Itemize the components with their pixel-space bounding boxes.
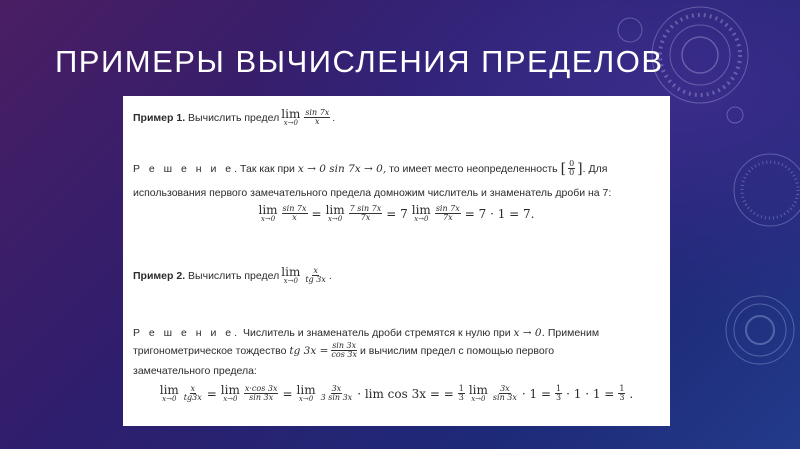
example2-solution-line1 <box>133 327 599 339</box>
eq-symbol: . <box>629 386 634 401</box>
solution-text: . Для <box>582 162 608 175</box>
solution-math: x → 0 sin 7x → 0, <box>297 162 387 175</box>
bracket-right: ] <box>577 160 583 177</box>
example1-solution-line2: использования первого замечательного предела домножим числитель и знаменатель дроби на 7: <box>133 187 612 199</box>
bracket-left: [ <box>560 160 567 177</box>
eq-fraction: $\frac{\sin 7x}{x}$ <box>282 203 307 222</box>
slide-title: ПРИМЕРЫ ВЫЧИСЛЕНИЯ ПРЕДЕЛОВ <box>55 44 664 79</box>
example1-equation <box>133 204 660 223</box>
solution-text: Числитель и знаменатель дроби стремятся к нулю при <box>242 327 511 339</box>
example2-end: . <box>328 269 332 282</box>
solution-text: тригонометрическое тождество <box>133 344 287 357</box>
eq-fraction: $\frac{\sin 7x}{7x}$ <box>435 203 460 222</box>
solution-math: x → 0. <box>513 327 545 339</box>
example2-statement <box>133 266 332 285</box>
example1-fraction: $\frac{\sin 7x}{x}$ <box>305 107 330 126</box>
example1-statement <box>133 108 335 127</box>
solution-text: и вычислим предел с помощью первого <box>359 344 555 357</box>
eq-symbol: = <box>206 386 217 401</box>
eq-fraction: $\frac{1}{3}$ <box>619 383 625 402</box>
example1-label: Пример 1. <box>133 111 186 124</box>
eq-fraction: $\frac{3x}{3 \sin 3x}$ <box>320 383 353 402</box>
example2-task: Вычислить предел <box>188 269 280 282</box>
limit-operator: lim x→0 <box>325 203 345 223</box>
eq-symbol: = <box>282 386 293 401</box>
example2-label: Пример 2. <box>133 269 186 282</box>
solution-label: Р е ш е н и е. <box>133 162 241 175</box>
example1-solution-line1 <box>133 160 607 178</box>
eq-fraction: $\frac{x\cdot\cos 3x}{\sin 3x}$ <box>244 383 278 402</box>
limit-operator: lim x→0 <box>411 203 431 223</box>
eq-fraction: $\frac{1}{3}$ <box>556 383 562 402</box>
solution-text: то имеет место неопределенность <box>389 162 558 175</box>
limit-operator: lim x→0 <box>159 383 179 403</box>
tg-identity-fraction: $\frac{\sin 3x}{\cos 3x}$ <box>331 341 357 360</box>
limit-operator: lim x→0 <box>220 383 240 403</box>
example2-solution-line3: замечательного предела: <box>133 365 257 377</box>
example2-solution-line2 <box>133 342 554 360</box>
limit-operator: lim x→0 <box>296 383 316 403</box>
eq-symbol: · 1 = <box>521 386 552 401</box>
solution-label: Р е ш е н и е. <box>133 327 241 339</box>
eq-symbol: · 1 · 1 = <box>566 386 615 401</box>
solution-text: Так как при <box>240 162 295 175</box>
eq-fraction: $\frac{3x}{\sin 3x}$ <box>492 383 517 402</box>
indeterminate-fraction: $\frac{0}{0}$ <box>569 159 575 178</box>
eq-fraction: $\frac{x}{tg3x}$ <box>183 383 202 402</box>
example2-equation <box>133 384 660 403</box>
example2-fraction: $\frac{x}{tg 3x}$ <box>305 265 326 284</box>
eq-fraction: $\frac{7 \sin 7x}{7x}$ <box>349 203 382 222</box>
eq-fraction: $\frac{1}{3}$ <box>458 383 464 402</box>
limit-operator: lim x→0 <box>468 383 488 403</box>
solution-math: tg 3x = <box>289 344 329 357</box>
eq-symbol: = 7 <box>386 206 408 221</box>
eq-symbol: = 7 · 1 = 7. <box>464 206 535 221</box>
eq-symbol: = <box>311 206 322 221</box>
eq-symbol: · lim cos 3x = = <box>357 386 454 401</box>
content-panel <box>123 96 670 426</box>
limit-operator: lim x→0 <box>258 203 278 223</box>
example1-task: Вычислить предел <box>188 111 280 124</box>
limit-operator: lim x→0 <box>281 265 301 285</box>
limit-operator: lim x→0 <box>281 107 301 127</box>
solution-text: Применим <box>547 327 600 339</box>
example1-end: . <box>332 111 336 124</box>
